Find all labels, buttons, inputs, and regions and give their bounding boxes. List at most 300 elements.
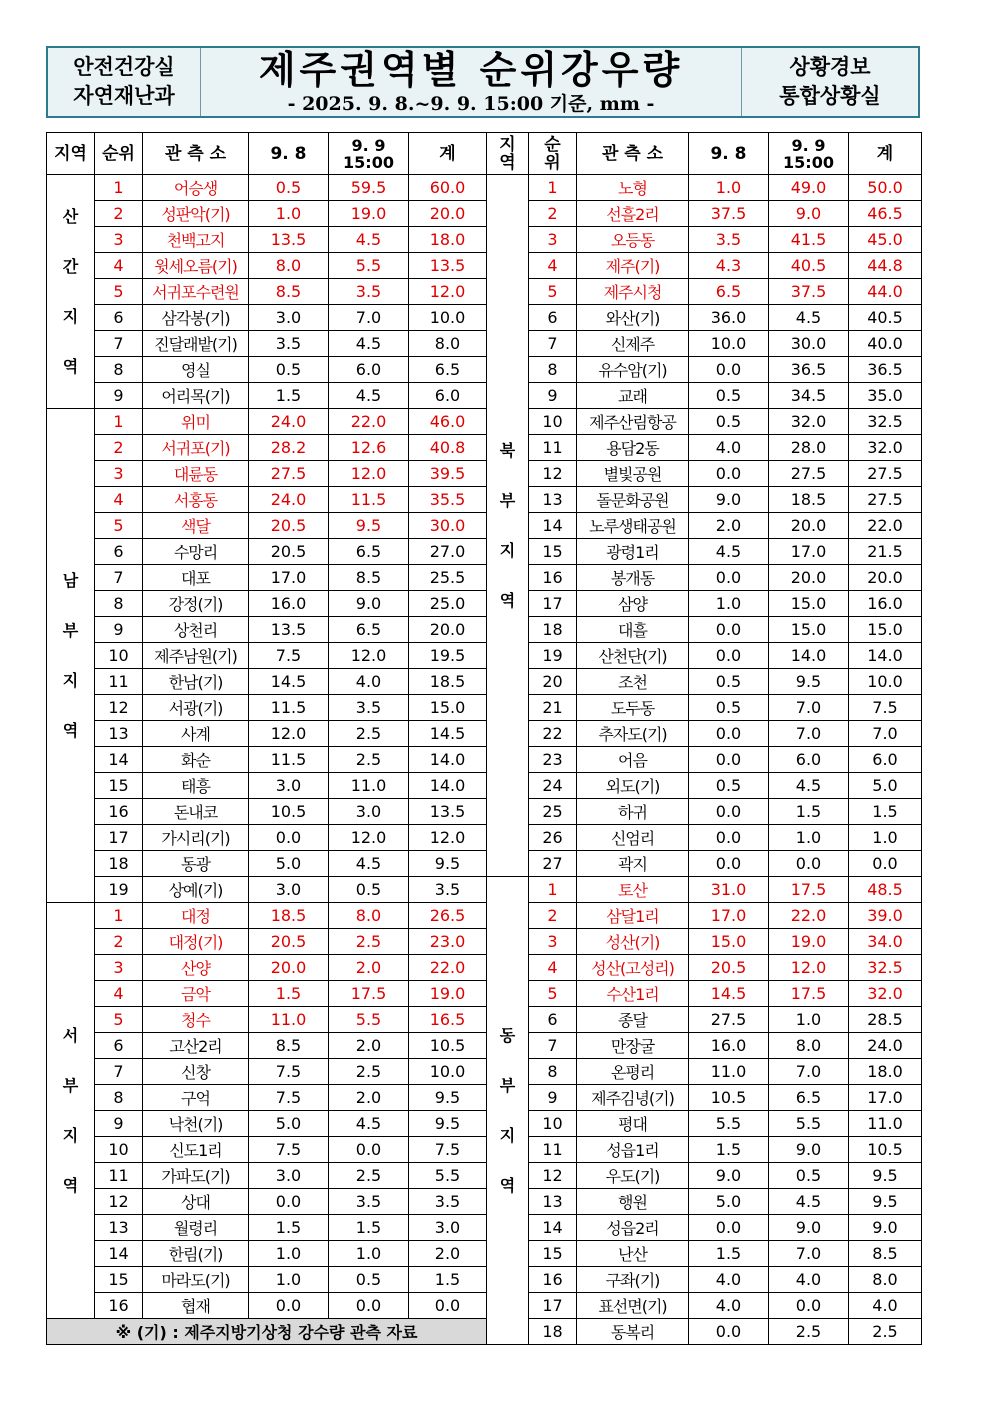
left-day2-header bbox=[329, 133, 409, 175]
right-total-cell: 39.0 bbox=[849, 903, 922, 929]
right-station-cell: 오등동 bbox=[577, 227, 689, 253]
right-day1-cell: 0.0 bbox=[689, 617, 769, 643]
right-station-cell: 동복리 bbox=[577, 1319, 689, 1345]
left-rank-cell: 16 bbox=[95, 799, 143, 825]
left-region-char: 역 bbox=[62, 1175, 79, 1195]
right-total-cell: 44.8 bbox=[849, 253, 922, 279]
right-rank-cell: 18 bbox=[529, 1319, 577, 1345]
table-row bbox=[47, 1319, 922, 1345]
right-day1-cell: 5.0 bbox=[689, 1189, 769, 1215]
right-total-cell: 27.5 bbox=[849, 461, 922, 487]
left-day2-cell: 5.5 bbox=[329, 253, 409, 279]
left-region-char: 지 bbox=[62, 306, 79, 326]
left-rank-cell: 7 bbox=[95, 565, 143, 591]
left-rank-cell: 9 bbox=[95, 1111, 143, 1137]
right-day1-cell: 31.0 bbox=[689, 877, 769, 903]
right-station-cell: 성산(고성리) bbox=[577, 955, 689, 981]
right-total-cell: 2.5 bbox=[849, 1319, 922, 1345]
table-row bbox=[47, 825, 922, 851]
right-day1-cell: 1.0 bbox=[689, 175, 769, 201]
left-total-cell: 6.5 bbox=[409, 357, 487, 383]
department-line-1: 안전건강실 bbox=[73, 55, 175, 79]
right-day2-cell: 1.5 bbox=[769, 799, 849, 825]
office-line-2: 통합상황실 bbox=[779, 84, 881, 108]
right-day2-cell: 36.5 bbox=[769, 357, 849, 383]
table-row bbox=[47, 1189, 922, 1215]
left-rank-cell: 4 bbox=[95, 253, 143, 279]
left-day2-cell: 2.5 bbox=[329, 929, 409, 955]
left-day1-cell: 1.0 bbox=[249, 1267, 329, 1293]
left-region-char: 남 bbox=[62, 570, 79, 590]
right-station-cell: 표선면(기) bbox=[577, 1293, 689, 1319]
left-day2-cell: 4.5 bbox=[329, 331, 409, 357]
right-station-cell: 우도(기) bbox=[577, 1163, 689, 1189]
right-station-cell: 제주김녕(기) bbox=[577, 1085, 689, 1111]
right-rank-cell: 9 bbox=[529, 383, 577, 409]
right-rank-cell: 23 bbox=[529, 747, 577, 773]
right-rank-cell: 24 bbox=[529, 773, 577, 799]
left-station-cell: 상대 bbox=[143, 1189, 249, 1215]
left-day1-cell: 7.5 bbox=[249, 1059, 329, 1085]
table-row bbox=[47, 877, 922, 903]
table-row bbox=[47, 279, 922, 305]
table-row bbox=[47, 955, 922, 981]
left-total-cell: 35.5 bbox=[409, 487, 487, 513]
right-rank-cell: 3 bbox=[529, 227, 577, 253]
right-total-cell: 8.5 bbox=[849, 1241, 922, 1267]
left-region-char: 부 bbox=[62, 1075, 79, 1095]
right-station-cell: 만장굴 bbox=[577, 1033, 689, 1059]
left-total-cell: 13.5 bbox=[409, 253, 487, 279]
left-total-cell: 7.5 bbox=[409, 1137, 487, 1163]
left-day2-cell: 0.5 bbox=[329, 877, 409, 903]
table-row bbox=[47, 227, 922, 253]
right-day1-cell: 4.0 bbox=[689, 435, 769, 461]
left-rank-cell: 3 bbox=[95, 955, 143, 981]
right-day1-cell: 11.0 bbox=[689, 1059, 769, 1085]
right-rank-cell: 8 bbox=[529, 1059, 577, 1085]
left-rank-cell: 14 bbox=[95, 747, 143, 773]
left-total-cell: 18.5 bbox=[409, 669, 487, 695]
left-station-cell: 마라도(기) bbox=[143, 1267, 249, 1293]
right-rank-cell: 4 bbox=[529, 253, 577, 279]
left-station-cell: 수망리 bbox=[143, 539, 249, 565]
right-total-cell: 28.5 bbox=[849, 1007, 922, 1033]
right-day1-cell: 0.0 bbox=[689, 357, 769, 383]
left-day1-cell: 0.0 bbox=[249, 1293, 329, 1319]
right-station-cell: 별빛공원 bbox=[577, 461, 689, 487]
left-day1-cell: 24.0 bbox=[249, 487, 329, 513]
table-row bbox=[47, 721, 922, 747]
left-total-cell: 16.5 bbox=[409, 1007, 487, 1033]
left-total-cell: 14.5 bbox=[409, 721, 487, 747]
left-station-cell: 대정(기) bbox=[143, 929, 249, 955]
right-region-char: 역 bbox=[499, 590, 516, 610]
department-box bbox=[48, 48, 201, 116]
right-total-cell: 17.0 bbox=[849, 1085, 922, 1111]
left-day2-cell: 22.0 bbox=[329, 409, 409, 435]
right-rank-cell: 1 bbox=[529, 175, 577, 201]
left-rank-cell: 6 bbox=[95, 305, 143, 331]
right-region-char: 부 bbox=[499, 1075, 516, 1095]
left-day1-cell: 11.0 bbox=[249, 1007, 329, 1033]
left-total-cell: 14.0 bbox=[409, 747, 487, 773]
left-day2-cell: 4.5 bbox=[329, 1111, 409, 1137]
left-region-label bbox=[47, 903, 95, 1319]
right-station-cell: 용담2동 bbox=[577, 435, 689, 461]
left-station-cell: 한남(기) bbox=[143, 669, 249, 695]
right-day2-header-line-1: 9. 9 bbox=[791, 135, 826, 155]
left-rank-cell: 5 bbox=[95, 279, 143, 305]
left-day1-cell: 13.5 bbox=[249, 227, 329, 253]
left-rank-cell: 10 bbox=[95, 1137, 143, 1163]
left-rank-cell: 3 bbox=[95, 461, 143, 487]
left-day2-cell: 59.5 bbox=[329, 175, 409, 201]
right-day2-cell: 0.5 bbox=[769, 1163, 849, 1189]
right-rank-cell: 18 bbox=[529, 617, 577, 643]
right-day2-cell: 32.0 bbox=[769, 409, 849, 435]
left-day2-cell: 9.5 bbox=[329, 513, 409, 539]
right-rank-cell: 2 bbox=[529, 903, 577, 929]
table-row bbox=[47, 461, 922, 487]
left-day1-cell: 11.5 bbox=[249, 747, 329, 773]
left-total-cell: 25.5 bbox=[409, 565, 487, 591]
left-day1-cell: 8.5 bbox=[249, 1033, 329, 1059]
table-row bbox=[47, 643, 922, 669]
table-row bbox=[47, 1007, 922, 1033]
left-total-cell: 27.0 bbox=[409, 539, 487, 565]
left-station-cell: 신도1리 bbox=[143, 1137, 249, 1163]
left-rank-cell: 11 bbox=[95, 1163, 143, 1189]
left-day1-cell: 20.5 bbox=[249, 513, 329, 539]
left-day2-cell: 5.5 bbox=[329, 1007, 409, 1033]
footnote: ※ (기) : 제주지방기상청 강수량 관측 자료 bbox=[47, 1319, 487, 1345]
right-rank-cell: 11 bbox=[529, 1137, 577, 1163]
left-day1-cell: 27.5 bbox=[249, 461, 329, 487]
right-total-cell: 50.0 bbox=[849, 175, 922, 201]
right-day2-cell: 49.0 bbox=[769, 175, 849, 201]
left-day1-cell: 0.0 bbox=[249, 1189, 329, 1215]
left-station-cell: 청수 bbox=[143, 1007, 249, 1033]
right-day2-cell: 7.0 bbox=[769, 1059, 849, 1085]
right-total-cell: 7.5 bbox=[849, 695, 922, 721]
left-total-cell: 22.0 bbox=[409, 955, 487, 981]
right-day1-cell: 20.5 bbox=[689, 955, 769, 981]
left-rank-cell: 12 bbox=[95, 695, 143, 721]
right-day2-cell: 7.0 bbox=[769, 695, 849, 721]
document-header bbox=[46, 46, 920, 118]
right-rank-cell: 17 bbox=[529, 1293, 577, 1319]
left-day1-cell: 3.5 bbox=[249, 331, 329, 357]
right-day1-cell: 15.0 bbox=[689, 929, 769, 955]
table-header-row bbox=[47, 133, 922, 175]
right-station-cell: 추자도(기) bbox=[577, 721, 689, 747]
right-day2-cell: 17.5 bbox=[769, 877, 849, 903]
table-row bbox=[47, 253, 922, 279]
left-day2-cell: 8.0 bbox=[329, 903, 409, 929]
left-region-char: 지 bbox=[62, 1125, 79, 1145]
left-day2-cell: 2.0 bbox=[329, 1033, 409, 1059]
left-day2-header-line-1: 9. 9 bbox=[351, 135, 386, 155]
left-rank-cell: 10 bbox=[95, 643, 143, 669]
right-region-char: 동 bbox=[499, 1025, 516, 1045]
left-rank-cell: 4 bbox=[95, 981, 143, 1007]
right-station-cell: 구좌(기) bbox=[577, 1267, 689, 1293]
right-total-cell: 40.0 bbox=[849, 331, 922, 357]
left-day2-cell: 2.0 bbox=[329, 955, 409, 981]
right-day2-cell: 0.0 bbox=[769, 851, 849, 877]
left-rank-cell: 9 bbox=[95, 383, 143, 409]
table-row bbox=[47, 487, 922, 513]
right-region-header-line-2: 역 bbox=[499, 152, 516, 173]
table-row bbox=[47, 513, 922, 539]
left-day2-cell: 6.0 bbox=[329, 357, 409, 383]
table-row bbox=[47, 617, 922, 643]
left-day1-cell: 17.0 bbox=[249, 565, 329, 591]
right-rank-cell: 4 bbox=[529, 955, 577, 981]
left-day1-cell: 0.5 bbox=[249, 357, 329, 383]
table-row bbox=[47, 305, 922, 331]
left-day2-cell: 4.5 bbox=[329, 383, 409, 409]
right-station-cell: 종달 bbox=[577, 1007, 689, 1033]
left-day2-cell: 2.0 bbox=[329, 1085, 409, 1111]
right-rank-cell: 10 bbox=[529, 1111, 577, 1137]
left-station-header: 관 측 소 bbox=[143, 133, 249, 175]
right-total-cell: 45.0 bbox=[849, 227, 922, 253]
right-rank-cell: 19 bbox=[529, 643, 577, 669]
left-station-cell: 산양 bbox=[143, 955, 249, 981]
right-day1-cell: 3.5 bbox=[689, 227, 769, 253]
left-station-cell: 고산2리 bbox=[143, 1033, 249, 1059]
left-station-cell: 어승생 bbox=[143, 175, 249, 201]
right-total-cell: 32.0 bbox=[849, 981, 922, 1007]
right-day1-cell: 0.0 bbox=[689, 721, 769, 747]
left-region-label bbox=[47, 409, 95, 903]
right-rank-cell: 27 bbox=[529, 851, 577, 877]
right-day1-cell: 9.0 bbox=[689, 487, 769, 513]
right-day2-cell: 37.5 bbox=[769, 279, 849, 305]
left-day2-cell: 12.0 bbox=[329, 643, 409, 669]
right-rank-cell: 13 bbox=[529, 487, 577, 513]
left-day1-cell: 1.5 bbox=[249, 981, 329, 1007]
right-day2-header-line-2: 15:00 bbox=[783, 152, 834, 172]
right-day2-cell: 0.0 bbox=[769, 1293, 849, 1319]
left-region-label bbox=[47, 175, 95, 409]
left-rank-cell: 18 bbox=[95, 851, 143, 877]
right-station-cell: 봉개동 bbox=[577, 565, 689, 591]
right-rank-cell: 15 bbox=[529, 539, 577, 565]
right-region-char: 부 bbox=[499, 490, 516, 510]
right-day1-cell: 4.3 bbox=[689, 253, 769, 279]
right-day2-cell: 20.0 bbox=[769, 565, 849, 591]
right-day1-header: 9. 8 bbox=[689, 133, 769, 175]
left-region-char: 역 bbox=[62, 720, 79, 740]
left-day2-cell: 1.0 bbox=[329, 1241, 409, 1267]
right-day1-cell: 17.0 bbox=[689, 903, 769, 929]
table-row bbox=[47, 175, 922, 201]
left-total-cell: 10.5 bbox=[409, 1033, 487, 1059]
rainfall-table bbox=[46, 132, 922, 1345]
right-rank-cell: 12 bbox=[529, 461, 577, 487]
left-rank-cell: 6 bbox=[95, 539, 143, 565]
left-rank-cell: 19 bbox=[95, 877, 143, 903]
left-station-cell: 색달 bbox=[143, 513, 249, 539]
right-day2-cell: 7.0 bbox=[769, 1241, 849, 1267]
right-day1-cell: 16.0 bbox=[689, 1033, 769, 1059]
left-rank-cell: 2 bbox=[95, 201, 143, 227]
left-day1-cell: 12.0 bbox=[249, 721, 329, 747]
left-total-cell: 0.0 bbox=[409, 1293, 487, 1319]
table-row bbox=[47, 1085, 922, 1111]
left-day1-cell: 8.5 bbox=[249, 279, 329, 305]
left-day1-cell: 13.5 bbox=[249, 617, 329, 643]
right-day2-cell: 9.0 bbox=[769, 1137, 849, 1163]
right-total-cell: 10.0 bbox=[849, 669, 922, 695]
left-total-cell: 9.5 bbox=[409, 1085, 487, 1111]
left-total-cell: 46.0 bbox=[409, 409, 487, 435]
right-rank-cell: 15 bbox=[529, 1241, 577, 1267]
left-rank-cell: 1 bbox=[95, 409, 143, 435]
left-rank-cell: 5 bbox=[95, 1007, 143, 1033]
left-total-cell: 10.0 bbox=[409, 1059, 487, 1085]
left-station-cell: 낙천(기) bbox=[143, 1111, 249, 1137]
left-station-cell: 상천리 bbox=[143, 617, 249, 643]
left-day2-cell: 3.5 bbox=[329, 279, 409, 305]
left-station-cell: 신창 bbox=[143, 1059, 249, 1085]
right-station-cell: 교래 bbox=[577, 383, 689, 409]
left-day1-cell: 1.5 bbox=[249, 383, 329, 409]
right-day2-cell: 20.0 bbox=[769, 513, 849, 539]
left-total-cell: 3.0 bbox=[409, 1215, 487, 1241]
table-row bbox=[47, 981, 922, 1007]
left-day1-cell: 20.5 bbox=[249, 929, 329, 955]
table-row bbox=[47, 409, 922, 435]
table-row bbox=[47, 357, 922, 383]
right-station-cell: 난산 bbox=[577, 1241, 689, 1267]
left-total-cell: 3.5 bbox=[409, 877, 487, 903]
right-day1-cell: 1.0 bbox=[689, 591, 769, 617]
left-station-cell: 한림(기) bbox=[143, 1241, 249, 1267]
table-row bbox=[47, 1137, 922, 1163]
table-row bbox=[47, 773, 922, 799]
left-total-cell: 60.0 bbox=[409, 175, 487, 201]
right-day2-cell: 22.0 bbox=[769, 903, 849, 929]
right-day1-cell: 10.0 bbox=[689, 331, 769, 357]
right-day2-cell: 34.5 bbox=[769, 383, 849, 409]
right-day1-cell: 0.0 bbox=[689, 565, 769, 591]
right-total-cell: 9.5 bbox=[849, 1163, 922, 1189]
right-rank-cell: 22 bbox=[529, 721, 577, 747]
right-day1-cell: 0.0 bbox=[689, 1319, 769, 1345]
left-rank-cell: 5 bbox=[95, 513, 143, 539]
left-station-cell: 윗세오름(기) bbox=[143, 253, 249, 279]
left-day2-cell: 3.5 bbox=[329, 1189, 409, 1215]
right-day2-cell: 40.5 bbox=[769, 253, 849, 279]
left-day2-cell: 7.0 bbox=[329, 305, 409, 331]
department-line-2: 자연재난과 bbox=[73, 84, 175, 108]
left-rank-cell: 3 bbox=[95, 227, 143, 253]
left-day1-cell: 28.2 bbox=[249, 435, 329, 461]
right-station-cell: 도두동 bbox=[577, 695, 689, 721]
left-rank-cell: 9 bbox=[95, 617, 143, 643]
table-row bbox=[47, 1241, 922, 1267]
right-day1-cell: 2.0 bbox=[689, 513, 769, 539]
right-total-cell: 5.0 bbox=[849, 773, 922, 799]
left-day1-cell: 16.0 bbox=[249, 591, 329, 617]
right-rank-cell: 6 bbox=[529, 305, 577, 331]
right-region-label bbox=[487, 175, 529, 877]
right-station-cell: 성산(기) bbox=[577, 929, 689, 955]
left-rank-cell: 1 bbox=[95, 903, 143, 929]
left-day2-cell: 2.5 bbox=[329, 1059, 409, 1085]
left-rank-cell: 6 bbox=[95, 1033, 143, 1059]
right-station-cell: 제주(기) bbox=[577, 253, 689, 279]
left-day1-cell: 0.5 bbox=[249, 175, 329, 201]
right-station-cell: 하귀 bbox=[577, 799, 689, 825]
right-day2-cell: 4.5 bbox=[769, 773, 849, 799]
left-total-cell: 20.0 bbox=[409, 201, 487, 227]
left-region-char: 서 bbox=[62, 1025, 79, 1045]
right-station-cell: 행원 bbox=[577, 1189, 689, 1215]
right-total-cell: 34.0 bbox=[849, 929, 922, 955]
right-rank-cell: 26 bbox=[529, 825, 577, 851]
left-day1-cell: 10.5 bbox=[249, 799, 329, 825]
left-station-cell: 성판악(기) bbox=[143, 201, 249, 227]
left-rank-cell: 1 bbox=[95, 175, 143, 201]
left-total-cell: 25.0 bbox=[409, 591, 487, 617]
left-day2-cell: 12.6 bbox=[329, 435, 409, 461]
right-station-cell: 선흘2리 bbox=[577, 201, 689, 227]
right-total-cell: 10.5 bbox=[849, 1137, 922, 1163]
left-day1-cell: 14.5 bbox=[249, 669, 329, 695]
right-day2-cell: 15.0 bbox=[769, 617, 849, 643]
right-rank-header bbox=[529, 133, 577, 175]
right-day1-cell: 0.0 bbox=[689, 461, 769, 487]
right-rank-header-line-1: 순 bbox=[544, 134, 561, 155]
right-day2-cell: 14.0 bbox=[769, 643, 849, 669]
left-day2-cell: 2.5 bbox=[329, 747, 409, 773]
right-station-cell: 토산 bbox=[577, 877, 689, 903]
right-station-cell: 삼양 bbox=[577, 591, 689, 617]
right-station-cell: 성읍1리 bbox=[577, 1137, 689, 1163]
left-region-char: 지 bbox=[62, 670, 79, 690]
left-day2-cell: 6.5 bbox=[329, 617, 409, 643]
right-day1-cell: 0.0 bbox=[689, 799, 769, 825]
left-station-cell: 서홍동 bbox=[143, 487, 249, 513]
left-rank-cell: 14 bbox=[95, 1241, 143, 1267]
right-station-cell: 노형 bbox=[577, 175, 689, 201]
left-station-cell: 가시리(기) bbox=[143, 825, 249, 851]
right-total-cell: 20.0 bbox=[849, 565, 922, 591]
right-day2-cell: 9.0 bbox=[769, 1215, 849, 1241]
right-day1-cell: 0.0 bbox=[689, 851, 769, 877]
table-row bbox=[47, 565, 922, 591]
right-rank-cell: 13 bbox=[529, 1189, 577, 1215]
left-day1-cell: 7.5 bbox=[249, 1085, 329, 1111]
left-day2-cell: 2.5 bbox=[329, 1163, 409, 1189]
right-day2-cell: 27.5 bbox=[769, 461, 849, 487]
table-row bbox=[47, 1293, 922, 1319]
table-row bbox=[47, 799, 922, 825]
page-subtitle: - 2025. 9. 8.~9. 9. 15:00 기준, mm - bbox=[287, 93, 655, 115]
table-row bbox=[47, 695, 922, 721]
left-station-cell: 진달래밭(기) bbox=[143, 331, 249, 357]
right-rank-cell: 7 bbox=[529, 331, 577, 357]
left-station-cell: 위미 bbox=[143, 409, 249, 435]
right-rank-cell: 5 bbox=[529, 981, 577, 1007]
right-rank-cell: 20 bbox=[529, 669, 577, 695]
right-total-cell: 7.0 bbox=[849, 721, 922, 747]
